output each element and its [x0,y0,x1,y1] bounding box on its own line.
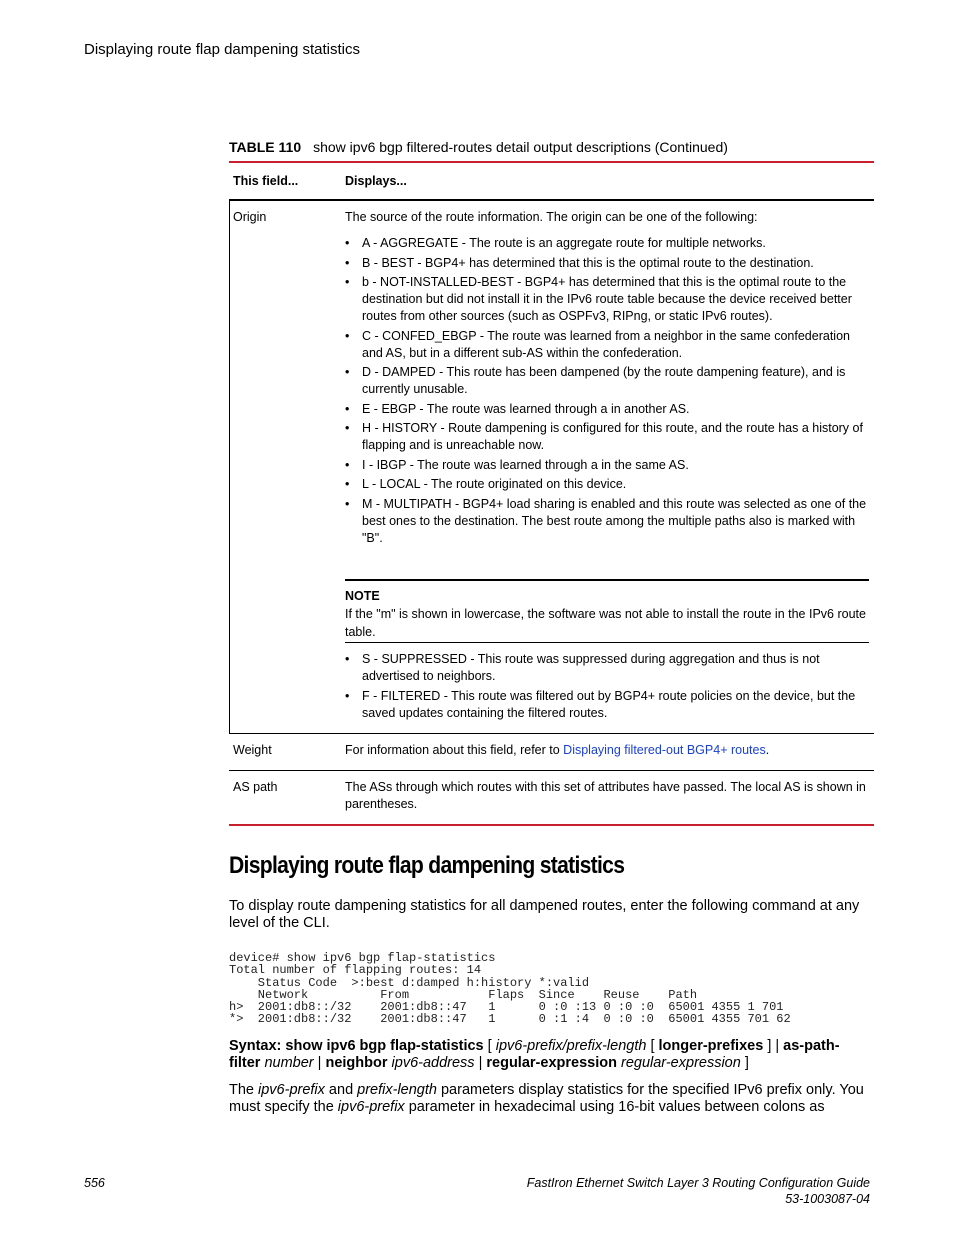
table-top-rule [229,161,874,163]
note-bottom-rule [345,642,869,643]
field-origin: Origin [233,210,267,224]
header-divider [229,199,874,201]
syntax-line: Syntax: show ipv6 bgp flap-statistics [ ipv6-prefix/prefix-length [ longer-prefixes ] | as-path-filter number | neighbor ipv6-address | regular-expression regular-expression ] [229,1038,840,1071]
column-header-field: This field... [233,174,299,188]
code-line: Network From Flaps Since Reuse Path [229,987,698,1002]
list-item: • F - FILTERED - This route was filtered out by BGP4+ route policies on the device, but the saved updates containing the filtered routes. [345,688,870,722]
as-path-description: The ASs through which routes with this set of attributes have passed. The local AS is shown in parentheses. [345,780,866,811]
row-divider [229,770,874,771]
list-item: • H - HISTORY - Route dampening is configured for this route, and the route has a history of flapping and is unreachable now. [345,420,870,454]
doc-number: 53-1003087-04 [785,1192,870,1206]
list-item: • M - MULTIPATH - BGP4+ load sharing is enabled and this route was selected as one of the best ones to the destination. The best route among the multiple paths also is marked with "B". [345,496,870,547]
column-header-displays: Displays... [345,174,407,188]
list-item: • b - NOT-INSTALLED-BEST - BGP4+ has determined that this is the optimal route to the destination but did not install it in the IPv6 route table because the device received better routes from other sources (such as OSPFv3, RIPng, or static IPv6 routes). [345,274,870,325]
list-item: • D - DAMPED - This route has been dampened (by the route dampening feature), and is currently unusable. [345,364,870,398]
cli-example [229,952,791,1026]
running-header: Displaying route flap dampening statistics [84,41,360,58]
table-caption [229,139,728,155]
field-weight: Weight [233,743,272,757]
displaying-filtered-routes-link[interactable]: Displaying filtered-out BGP4+ routes [563,743,766,757]
list-item: • L - LOCAL - The route originated on this device. [345,476,870,493]
note-title: NOTE [345,589,380,603]
page-number: 556 [84,1176,105,1190]
origin-code-list-continued [345,651,870,724]
note-text: If the "m" is shown in lowercase, the software was not able to install the route in the IPv6 route table. [345,607,866,639]
code-line: *> 2001:db8::/32 2001:db8::47 1 0 :1 :4 0 :0 :0 65001 4355 701 62 [229,1012,791,1027]
code-line: h> 2001:db8::/32 2001:db8::47 1 0 :0 :13 0 :0 :0 65001 4355 1 701 [229,1000,784,1015]
weight-description: For information about this field, refer to Displaying filtered-out BGP4+ routes. [345,743,770,757]
table-caption-label: TABLE 110 [229,139,302,155]
origin-code-list [345,235,870,549]
book-title: FastIron Ethernet Switch Layer 3 Routing Configuration Guide [526,1176,870,1190]
note-top-rule [345,579,869,581]
list-item: • C - CONFED_EBGP - The route was learned from a neighbor in the same confederation and AS, but in a different sub-AS within the confederation. [345,328,870,362]
section-intro: To display route dampening statistics for all dampened routes, enter the following command at any level of the CLI. [229,898,860,931]
code-line: Total number of flapping routes: 14 [229,963,482,978]
footer-book-info [527,1175,870,1207]
list-item: • I - IBGP - The route was learned through a in the same AS. [345,457,870,474]
row-divider [229,733,874,734]
code-line: device# show ipv6 bgp flap-statistics [229,951,496,965]
origin-intro: The source of the route information. The origin can be one of the following: [345,210,758,224]
section-heading: Displaying route flap dampening statistics [229,852,625,879]
list-item: • E - EBGP - The route was learned through a in another AS. [345,401,870,418]
list-item: • B - BEST - BGP4+ has determined that this is the optimal route to the destination. [345,255,870,272]
table-caption-text: show ipv6 bgp filtered-routes detail output descriptions (Continued) [313,139,728,155]
field-as-path: AS path [233,780,278,794]
parameter-description: The ipv6-prefix and prefix-length parameters display statistics for the specified IPv6 prefix only. You must specify the ipv6-prefix parameter in hexadecimal using 16-bit values between colons as [229,1082,864,1115]
code-line: Status Code >:best d:damped h:history *:valid [229,975,590,990]
origin-row-left-border [229,201,230,733]
table-bottom-rule [229,824,874,826]
list-item: • S - SUPPRESSED - This route was suppressed during aggregation and thus is not advertised to neighbors. [345,651,870,685]
list-item: • A - AGGREGATE - The route is an aggregate route for multiple networks. [345,235,870,252]
